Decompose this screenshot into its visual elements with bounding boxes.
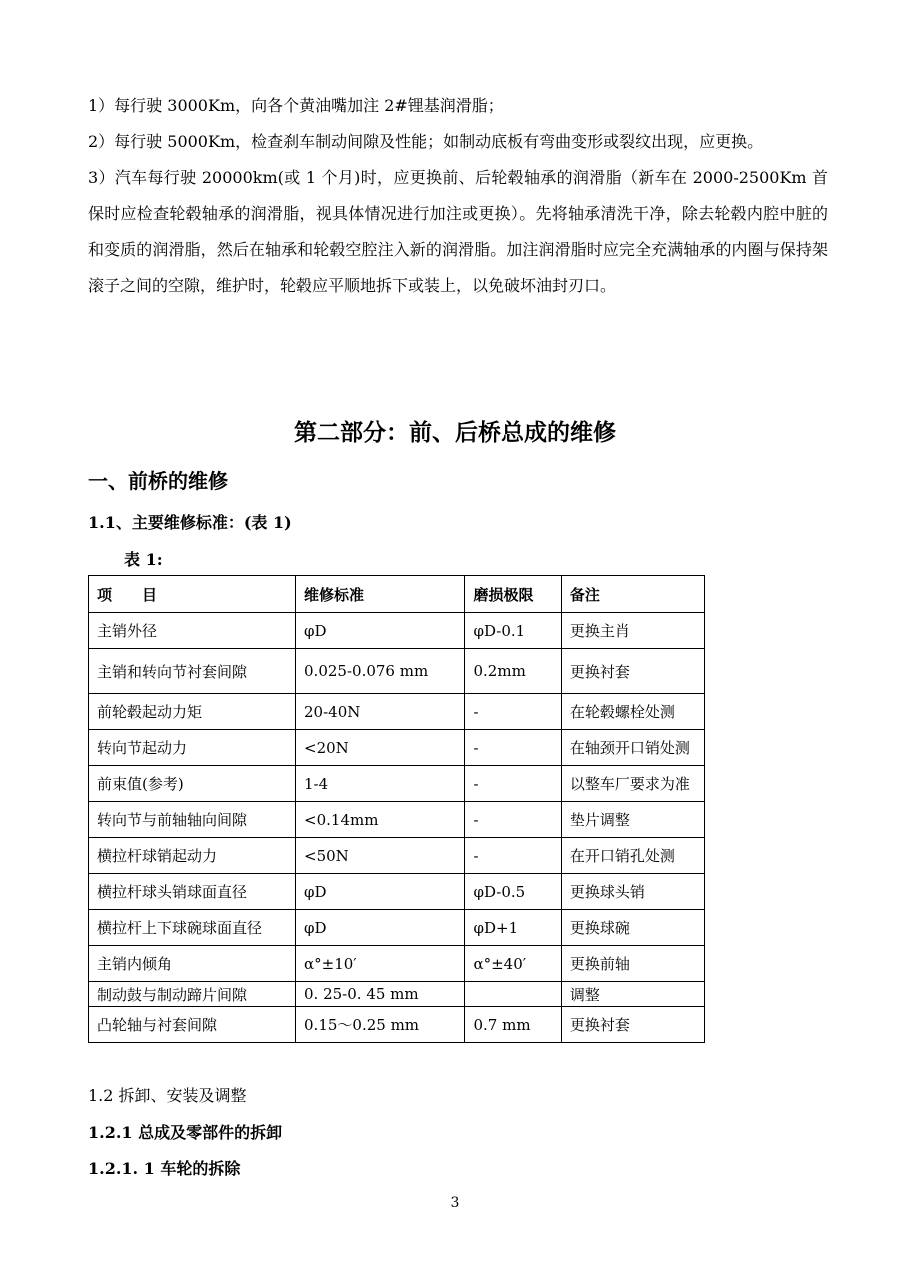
- cell-standard: 0.15～0.25 mm: [296, 1007, 465, 1043]
- cell-item: 前轮毂起动力矩: [89, 694, 296, 730]
- cell-standard: <50N: [296, 838, 465, 874]
- cell-remarks: 更换主肖: [561, 613, 704, 649]
- cell-item: 横拉杆上下球碗球面直径: [89, 910, 296, 946]
- cell-remarks: 在轮毂螺栓处测: [561, 694, 704, 730]
- maintenance-standards-table: [88, 575, 705, 1043]
- cell-standard: φD: [296, 874, 465, 910]
- cell-standard: α°±10′: [296, 946, 465, 982]
- table-row: [89, 838, 705, 874]
- cell-remarks: 更换前轴: [561, 946, 704, 982]
- cell-remarks: 更换衬套: [561, 649, 704, 694]
- cell-item: 凸轮轴与衬套间隙: [89, 1007, 296, 1043]
- cell-wear-limit: [465, 982, 561, 1007]
- cell-standard: φD: [296, 910, 465, 946]
- cell-remarks: 以整车厂要求为准: [561, 766, 704, 802]
- cell-wear-limit: 0.7 mm: [465, 1007, 561, 1043]
- table-row: [89, 766, 705, 802]
- cell-wear-limit: -: [465, 694, 561, 730]
- cell-item: 横拉杆球头销球面直径: [89, 874, 296, 910]
- cell-standard: 20-40N: [296, 694, 465, 730]
- cell-item: 主销内倾角: [89, 946, 296, 982]
- section-title: 一、前桥的维修: [88, 469, 228, 493]
- part-title: 第二部分：前、后桥总成的维修: [294, 419, 616, 446]
- cell-standard: <0.14mm: [296, 802, 465, 838]
- table-caption: 表 1:: [124, 550, 163, 569]
- section-heading-1-2-1-1: 1.2.1. 1 车轮的拆除: [88, 1159, 241, 1178]
- table-row: [89, 730, 705, 766]
- cell-wear-limit: 0.2mm: [465, 649, 561, 694]
- table-row: [89, 694, 705, 730]
- cell-standard: 0. 25-0. 45 mm: [296, 982, 465, 1007]
- cell-remarks: 更换球碗: [561, 910, 704, 946]
- cell-remarks: 垫片调整: [561, 802, 704, 838]
- cell-item: 主销和转向节衬套间隙: [89, 649, 296, 694]
- table-header-row: [89, 576, 705, 613]
- cell-remarks: 更换球头销: [561, 874, 704, 910]
- cell-standard: <20N: [296, 730, 465, 766]
- page-number: 3: [450, 1195, 460, 1211]
- cell-remarks: 在开口销孔处测: [561, 838, 704, 874]
- cell-wear-limit: -: [465, 838, 561, 874]
- table-row: [89, 982, 705, 1007]
- cell-wear-limit: φD+1: [465, 910, 561, 946]
- header-wear-limit: 磨损极限: [465, 576, 561, 613]
- section-heading-1-2-1: 1.2.1 总成及零部件的拆卸: [88, 1123, 283, 1142]
- table-row: [89, 802, 705, 838]
- cell-wear-limit: -: [465, 730, 561, 766]
- table-row: [89, 946, 705, 982]
- table-row: [89, 649, 705, 694]
- cell-item: 前束值(参考): [89, 766, 296, 802]
- subsection-title: 1.1、主要维修标准：(表 1): [88, 513, 292, 532]
- cell-standard: 0.025-0.076 mm: [296, 649, 465, 694]
- header-standard: 维修标准: [296, 576, 465, 613]
- cell-wear-limit: φD-0.5: [465, 874, 561, 910]
- cell-standard: φD: [296, 613, 465, 649]
- cell-item: 转向节与前轴轴向间隙: [89, 802, 296, 838]
- cell-item: 横拉杆球销起动力: [89, 838, 296, 874]
- paragraph-2: 2）每行驶 5000Km，检查刹车制动间隙及性能；如制动底板有弯曲变形或裂纹出现，应更换。: [88, 132, 764, 151]
- header-remarks: 备注: [561, 576, 704, 613]
- table-row: [89, 613, 705, 649]
- table-row: [89, 1007, 705, 1043]
- cell-wear-limit: α°±40′: [465, 946, 561, 982]
- table-row: [89, 910, 705, 946]
- paragraph-1: 1）每行驶 3000Km，向各个黄油嘴加注 2#锂基润滑脂；: [88, 96, 504, 115]
- cell-wear-limit: -: [465, 802, 561, 838]
- cell-wear-limit: φD-0.1: [465, 613, 561, 649]
- cell-standard: 1-4: [296, 766, 465, 802]
- table-row: [89, 874, 705, 910]
- paragraph-3: 3）汽车每行驶 20000km(或 1 个月)时，应更换前、后轮毂轴承的润滑脂（新车在 2000-2500Km 首保时应检查轮毂轴承的润滑脂，视具体情况进行加注或更换）。先将轴承清洗干净，除去轮毂内腔中脏的和变质的润滑脂，然后在轴承和轮毂空腔注入新的润滑脂。加注润滑脂时应完全充满轴承的内圈与保持架滚子之间的空隙，维护时，轮毂应平顺地拆下或装上，以免破坏油封刃口。: [88, 168, 828, 295]
- section-heading-1-2: 1.2 拆卸、安装及调整: [88, 1086, 247, 1105]
- cell-remarks: 更换衬套: [561, 1007, 704, 1043]
- cell-item: 主销外径: [89, 613, 296, 649]
- header-item: 项 目: [89, 576, 296, 613]
- cell-remarks: 调整: [561, 982, 704, 1007]
- cell-item: 制动鼓与制动蹄片间隙: [89, 982, 296, 1007]
- cell-wear-limit: -: [465, 766, 561, 802]
- cell-item: 转向节起动力: [89, 730, 296, 766]
- cell-remarks: 在轴颈开口销处测: [561, 730, 704, 766]
